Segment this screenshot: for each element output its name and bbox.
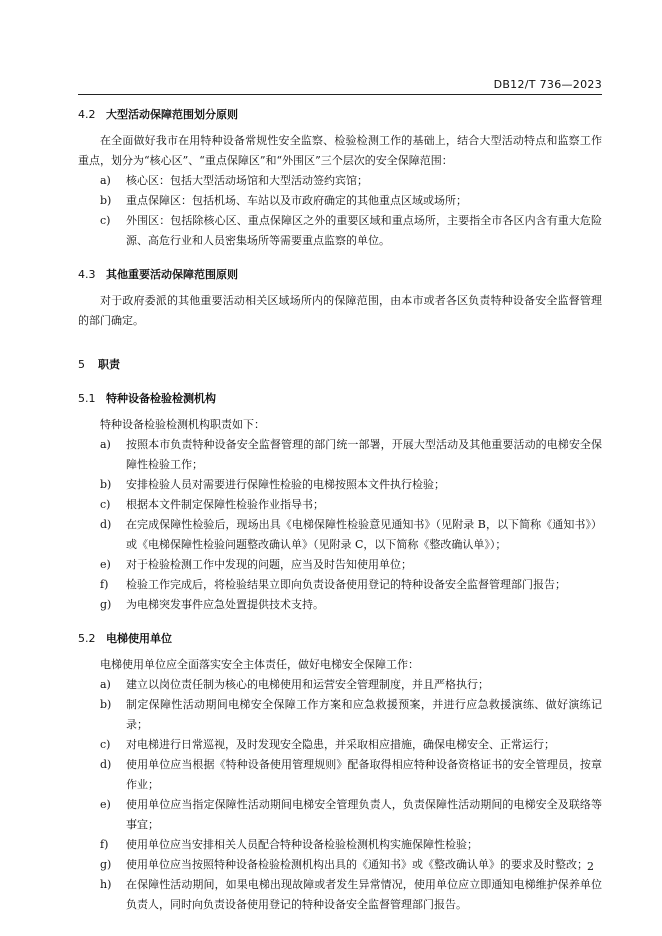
list-label: f) [100,578,109,591]
list-text: 按照本市负责特种设备安全监督管理的部门统一部署，开展大型活动及其他重要活动的电梯安全保障性检验工作； [126,438,602,471]
section-title: 电梯使用单位 [106,632,172,645]
list-text: 建立以岗位责任制为核心的电梯使用和运营安全管理制度，并且严格执行； [126,678,489,691]
list-text: 核心区：包括大型活动场馆和大型活动签约宾馆； [126,174,368,187]
section-number: 5 [78,358,85,371]
list-label: a) [100,678,111,691]
list-item [78,495,602,515]
list-text: 在保障性活动期间，如果电梯出现故障或者发生异常情况，使用单位应立即通知电梯维护保养单位负责人，同时向负责设备使用登记的特种设备安全监督管理部门报告。 [126,878,602,911]
list-item [78,515,602,555]
list-label: e) [100,798,111,811]
section-number: 4.3 [78,268,96,281]
list-text: 在完成保障性检验后，现场出具《电梯保障性检验意见通知书》（见附录 B，以下简称《通知书》）或《电梯保障性检验问题整改确认单》（见附录 C，以下简称《整改确认单》）； [126,518,602,551]
section-number: 5.2 [78,632,96,645]
list-item [78,875,602,915]
list-label: c) [100,214,111,227]
section-5-2-list [78,675,602,915]
section-title: 特种设备检验检测机构 [106,392,216,405]
list-item [78,735,602,755]
list-item [78,755,602,795]
list-label: g) [100,858,112,871]
list-label: f) [100,838,109,851]
list-item [78,475,602,495]
list-label: h) [100,878,112,891]
list-item [78,211,602,251]
list-label: b) [100,698,112,711]
list-item [78,855,602,875]
list-item [78,675,602,695]
list-text: 安排检验人员对需要进行保障性检验的电梯按照本文件执行检验； [126,478,445,491]
list-text: 使用单位应当安排相关人员配合特种设备检验检测机构实施保障性检验； [126,838,478,851]
list-label: b) [100,194,112,207]
list-label: d) [100,758,112,771]
list-item [78,595,602,615]
list-item [78,795,602,835]
list-item [78,555,602,575]
section-4-2-list [78,171,602,251]
list-text: 检验工作完成后，将检验结果立即向负责设备使用登记的特种设备安全监督管理部门报告； [126,578,566,591]
list-label: c) [100,498,111,511]
list-item [78,191,602,211]
list-text: 外围区：包括除核心区、重点保障区之外的重要区域和重点场所，主要指全市各区内含有重大危险源、高危行业和人员密集场所等需要重点监察的单位。 [126,214,602,247]
list-text: 使用单位应当根据《特种设备使用管理规则》配备取得相应特种设备资格证书的安全管理员，按章作业； [126,758,602,791]
section-4-3-heading [78,265,602,285]
list-text: 使用单位应当指定保障性活动期间电梯安全管理负责人，负责保障性活动期间的电梯安全及联络等事宜； [126,798,602,831]
section-title: 职责 [98,358,120,371]
section-4-2-heading [78,105,602,125]
section-5-heading [78,355,602,375]
section-4-3-text: 对于政府委派的其他重要活动相关区域场所内的保障范围，由本市或者各区负责特种设备安全监督管理的部门确定。 [78,294,602,327]
section-number: 5.1 [78,392,96,405]
header-divider [78,94,602,95]
list-label: a) [100,174,111,187]
document-code: DB12/T 736—2023 [493,78,602,91]
list-label: c) [100,738,111,751]
section-5-2-heading [78,629,602,649]
list-item [78,835,602,855]
list-item [78,435,602,475]
list-text: 对电梯进行日常巡视，及时发现安全隐患，并采取相应措施，确保电梯安全、正常运行； [126,738,555,751]
list-label: d) [100,518,112,531]
list-text: 为电梯突发事件应急处置提供技术支持。 [126,598,324,611]
list-text: 使用单位应当按照特种设备检验检测机构出具的《通知书》或《整改确认单》的要求及时整改； [126,858,588,871]
list-text: 制定保障性活动期间电梯安全保障工作方案和应急救援预案，并进行应急救援演练、做好演练记录； [126,698,602,731]
list-item [78,695,602,735]
section-number: 4.2 [78,108,96,121]
section-5-1-list [78,435,602,615]
list-item [78,171,602,191]
list-text: 根据本文件制定保障性检验作业指导书； [126,498,324,511]
list-text: 重点保障区：包括机场、车站以及市政府确定的其他重点区域或场所； [126,194,467,207]
list-item [78,575,602,595]
section-5-2-intro: 电梯使用单位应全面落实安全主体责任，做好电梯安全保障工作： [100,658,419,671]
page-content [78,105,602,915]
section-title: 大型活动保障范围划分原则 [106,108,238,121]
list-label: a) [100,438,111,451]
page-number: 2 [587,860,594,873]
section-4-2-intro: 在全面做好我市在用特种设备常规性安全监察、检验检测工作的基础上，结合大型活动特点和监察工作重点，划分为“核心区”、“重点保障区”和“外围区”三个层次的安全保障范围： [78,134,602,167]
list-label: e) [100,558,111,571]
list-label: g) [100,598,112,611]
list-text: 对于检验检测工作中发现的问题，应当及时告知使用单位； [126,558,412,571]
section-5-1-heading [78,389,602,409]
list-label: b) [100,478,112,491]
section-title: 其他重要活动保障范围原则 [106,268,238,281]
section-5-1-intro: 特种设备检验检测机构职责如下： [100,418,265,431]
